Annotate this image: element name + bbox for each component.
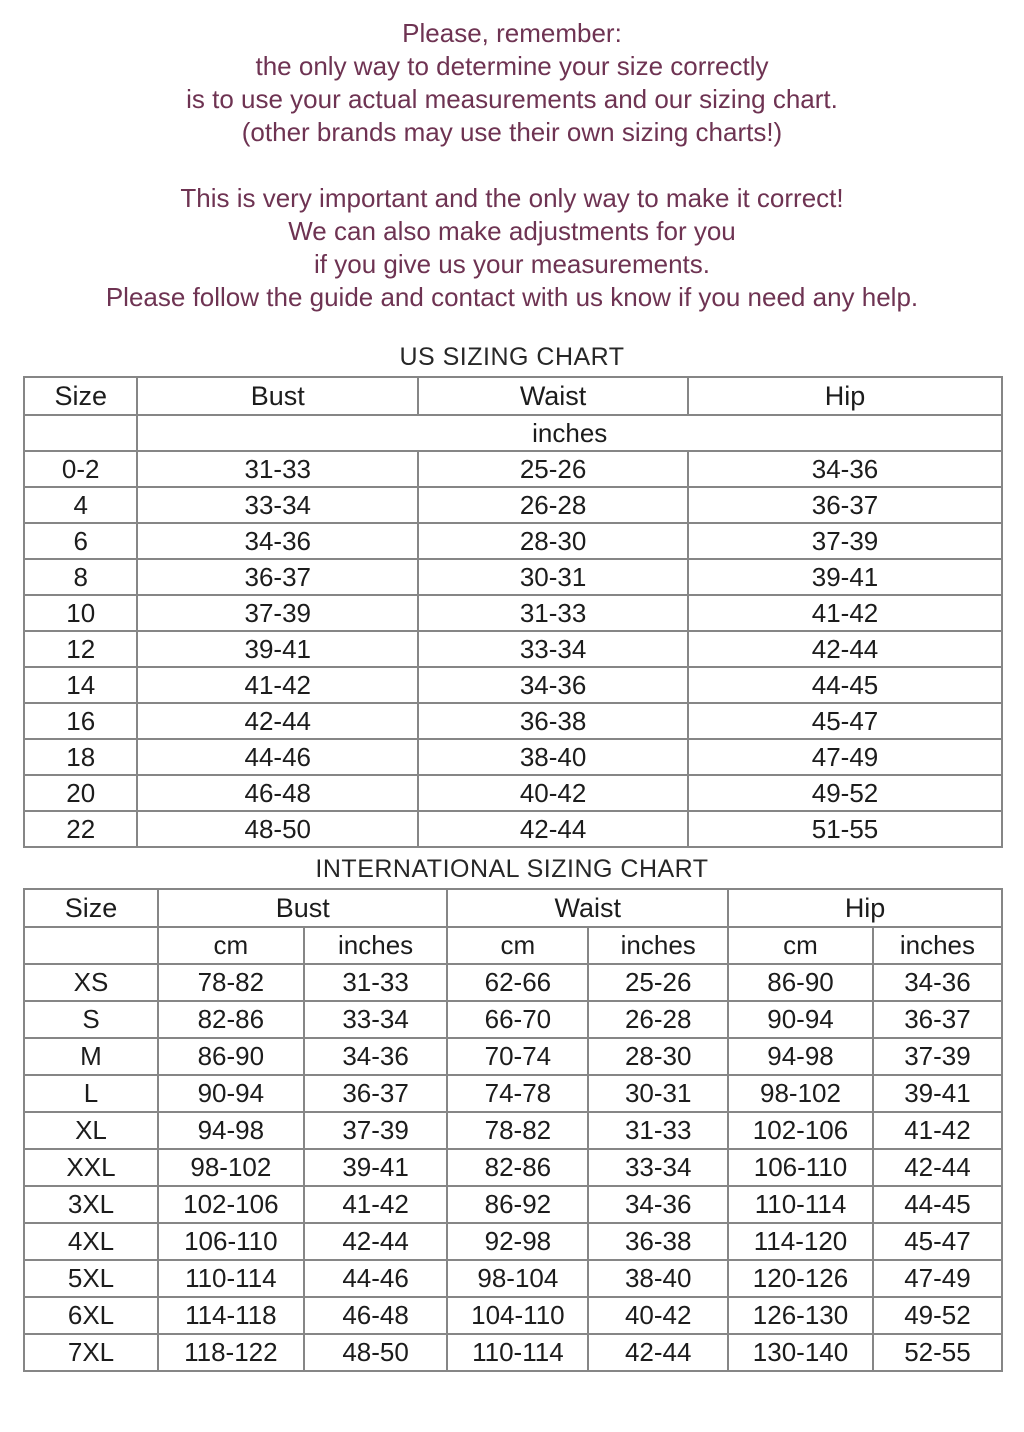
intl-sizing-table: [23, 888, 1003, 1372]
us-header-row: [24, 377, 1002, 415]
intl-cell-waist-in: 25-26: [588, 964, 728, 1001]
us-cell-bust: 48-50: [137, 811, 418, 847]
us-unit-label: inches: [137, 415, 1002, 451]
intl-cell-hip-cm: 126-130: [728, 1297, 873, 1334]
us-cell-hip: 41-42: [688, 595, 1002, 631]
us-cell-hip: 51-55: [688, 811, 1002, 847]
intl-cell-waist-cm: 62-66: [447, 964, 588, 1001]
intro-line: Please follow the guide and contact with us know if you need any help.: [105, 282, 919, 312]
intl-cell-bust-in: 39-41: [304, 1149, 448, 1186]
intl-cell-size: 3XL: [24, 1186, 158, 1223]
us-cell-size: 6: [24, 523, 137, 559]
intl-cell-size: 5XL: [24, 1260, 158, 1297]
intl-cell-size: M: [24, 1038, 158, 1075]
intl-cell-waist-cm: 92-98: [447, 1223, 588, 1260]
intl-chart-title: INTERNATIONAL SIZING CHART: [315, 855, 709, 883]
intl-cell-waist-in: 36-38: [588, 1223, 728, 1260]
intl-cell-bust-in: 46-48: [304, 1297, 448, 1334]
us-table-row: [24, 811, 1002, 847]
intl-cell-waist-cm: 82-86: [447, 1149, 588, 1186]
intl-cell-waist-in: 42-44: [588, 1334, 728, 1371]
intro-line: Please, remember:: [402, 18, 622, 48]
intl-cell-hip-in: 47-49: [873, 1260, 1002, 1297]
intl-cell-bust-in: 37-39: [304, 1112, 448, 1149]
intl-cell-waist-in: 34-36: [588, 1186, 728, 1223]
intl-cell-waist-cm: 74-78: [447, 1075, 588, 1112]
intl-cell-hip-in: 39-41: [873, 1075, 1002, 1112]
intl-cell-waist-in: 30-31: [588, 1075, 728, 1112]
us-cell-waist: 40-42: [418, 775, 688, 811]
intl-cell-hip-in: 36-37: [873, 1001, 1002, 1038]
us-cell-hip: 47-49: [688, 739, 1002, 775]
intl-cell-hip-cm: 110-114: [728, 1186, 873, 1223]
intl-cell-size: 7XL: [24, 1334, 158, 1371]
intl-cell-bust-cm: 102-106: [158, 1186, 304, 1223]
intl-cell-size: XL: [24, 1112, 158, 1149]
us-chart-title: US SIZING CHART: [399, 343, 625, 371]
intl-cell-size: XS: [24, 964, 158, 1001]
intl-cell-waist-in: 28-30: [588, 1038, 728, 1075]
intl-cell-hip-in: 42-44: [873, 1149, 1002, 1186]
intl-table-row: [24, 1038, 1002, 1075]
intl-unit-waist-in: inches: [588, 927, 728, 964]
us-table-row: [24, 523, 1002, 559]
us-cell-size: 10: [24, 595, 137, 631]
intl-cell-waist-cm: 66-70: [447, 1001, 588, 1038]
us-table-row: [24, 667, 1002, 703]
intl-col-header-bust: Bust: [158, 889, 447, 927]
intl-cell-bust-cm: 98-102: [158, 1149, 304, 1186]
intl-cell-waist-in: 38-40: [588, 1260, 728, 1297]
intl-col-header-hip: Hip: [728, 889, 1002, 927]
intl-table-row: [24, 1334, 1002, 1371]
us-cell-size: 22: [24, 811, 137, 847]
us-col-header-bust: Bust: [137, 377, 418, 415]
intl-unit-bust-in: inches: [304, 927, 448, 964]
us-cell-size: 14: [24, 667, 137, 703]
us-cell-hip: 45-47: [688, 703, 1002, 739]
intl-table-row: [24, 964, 1002, 1001]
intl-col-header-size: Size: [24, 889, 158, 927]
intl-cell-waist-cm: 98-104: [447, 1260, 588, 1297]
intl-table-row: [24, 1186, 1002, 1223]
us-cell-bust: 41-42: [137, 667, 418, 703]
intl-cell-waist-cm: 78-82: [447, 1112, 588, 1149]
us-cell-hip: 49-52: [688, 775, 1002, 811]
intl-cell-hip-cm: 130-140: [728, 1334, 873, 1371]
us-unit-row: [24, 415, 1002, 451]
us-cell-waist: 36-38: [418, 703, 688, 739]
intl-cell-bust-in: 48-50: [304, 1334, 448, 1371]
intl-cell-waist-cm: 70-74: [447, 1038, 588, 1075]
intro-line: (other brands may use their own sizing charts!): [241, 117, 783, 147]
intl-cell-bust-in: 33-34: [304, 1001, 448, 1038]
us-cell-waist: 25-26: [418, 451, 688, 487]
intl-cell-size: 4XL: [24, 1223, 158, 1260]
us-table-row: [24, 595, 1002, 631]
intl-cell-size: 6XL: [24, 1297, 158, 1334]
intl-table-row: [24, 1260, 1002, 1297]
us-cell-bust: 44-46: [137, 739, 418, 775]
us-cell-size: 0-2: [24, 451, 137, 487]
intl-table-row: [24, 1297, 1002, 1334]
us-col-header-size: Size: [24, 377, 137, 415]
us-table-row: [24, 451, 1002, 487]
us-cell-hip: 37-39: [688, 523, 1002, 559]
intl-cell-hip-in: 49-52: [873, 1297, 1002, 1334]
us-cell-bust: 31-33: [137, 451, 418, 487]
intl-cell-hip-in: 34-36: [873, 964, 1002, 1001]
us-cell-waist: 38-40: [418, 739, 688, 775]
intl-cell-waist-cm: 86-92: [447, 1186, 588, 1223]
us-table-row: [24, 631, 1002, 667]
intl-unit-row: [24, 927, 1002, 964]
intl-cell-waist-in: 31-33: [588, 1112, 728, 1149]
us-cell-waist: 28-30: [418, 523, 688, 559]
us-table-row: [24, 487, 1002, 523]
intro-line: This is very important and the only way to make it correct!: [180, 183, 844, 213]
intl-table-row: [24, 1223, 1002, 1260]
intl-cell-size: S: [24, 1001, 158, 1038]
intro-line: is to use your actual measurements and our sizing chart.: [186, 84, 838, 114]
intl-table-row: [24, 1149, 1002, 1186]
intl-cell-waist-in: 33-34: [588, 1149, 728, 1186]
intro-paragraph-2: [0, 182, 1024, 314]
intl-unit-hip-cm: cm: [728, 927, 873, 964]
intl-cell-hip-in: 41-42: [873, 1112, 1002, 1149]
intl-cell-bust-cm: 106-110: [158, 1223, 304, 1260]
intl-cell-hip-cm: 90-94: [728, 1001, 873, 1038]
us-cell-hip: 42-44: [688, 631, 1002, 667]
intro-text: [0, 0, 1024, 314]
us-cell-size: 4: [24, 487, 137, 523]
us-table-row: [24, 739, 1002, 775]
intl-cell-bust-in: 31-33: [304, 964, 448, 1001]
intl-cell-hip-cm: 86-90: [728, 964, 873, 1001]
intl-cell-hip-in: 44-45: [873, 1186, 1002, 1223]
us-col-header-hip: Hip: [688, 377, 1002, 415]
us-cell-bust: 37-39: [137, 595, 418, 631]
us-cell-size: 12: [24, 631, 137, 667]
us-cell-bust: 34-36: [137, 523, 418, 559]
us-cell-bust: 42-44: [137, 703, 418, 739]
us-sizing-table: [23, 376, 1003, 848]
us-cell-bust: 36-37: [137, 559, 418, 595]
us-cell-waist: 31-33: [418, 595, 688, 631]
us-cell-bust: 46-48: [137, 775, 418, 811]
intro-line: if you give us your measurements.: [314, 249, 710, 279]
us-cell-hip: 34-36: [688, 451, 1002, 487]
intl-cell-bust-in: 42-44: [304, 1223, 448, 1260]
us-cell-waist: 30-31: [418, 559, 688, 595]
us-cell-hip: 36-37: [688, 487, 1002, 523]
intl-unit-waist-cm: cm: [447, 927, 588, 964]
intl-cell-bust-cm: 86-90: [158, 1038, 304, 1075]
intl-cell-bust-cm: 110-114: [158, 1260, 304, 1297]
intl-unit-hip-in: inches: [873, 927, 1002, 964]
intro-line: the only way to determine your size correctly: [255, 51, 769, 81]
intl-unit-bust-cm: cm: [158, 927, 304, 964]
intl-cell-waist-cm: 110-114: [447, 1334, 588, 1371]
us-col-header-waist: Waist: [418, 377, 688, 415]
intro-line: We can also make adjustments for you: [288, 216, 736, 246]
intl-cell-hip-cm: 98-102: [728, 1075, 873, 1112]
us-cell-bust: 33-34: [137, 487, 418, 523]
us-unit-empty-cell: [24, 415, 137, 451]
intl-cell-hip-cm: 120-126: [728, 1260, 873, 1297]
us-table-row: [24, 775, 1002, 811]
intl-cell-hip-cm: 106-110: [728, 1149, 873, 1186]
intl-cell-bust-in: 34-36: [304, 1038, 448, 1075]
us-cell-size: 8: [24, 559, 137, 595]
intl-cell-bust-in: 41-42: [304, 1186, 448, 1223]
intro-paragraph-1: [0, 17, 1024, 149]
intl-col-header-waist: Waist: [447, 889, 728, 927]
intl-header-row: [24, 889, 1002, 927]
us-cell-hip: 44-45: [688, 667, 1002, 703]
intl-cell-bust-cm: 114-118: [158, 1297, 304, 1334]
us-table-row: [24, 559, 1002, 595]
us-cell-waist: 26-28: [418, 487, 688, 523]
intl-cell-bust-cm: 78-82: [158, 964, 304, 1001]
intl-cell-waist-cm: 104-110: [447, 1297, 588, 1334]
intl-cell-waist-in: 26-28: [588, 1001, 728, 1038]
intl-cell-size: XXL: [24, 1149, 158, 1186]
intl-cell-hip-cm: 94-98: [728, 1038, 873, 1075]
us-cell-size: 16: [24, 703, 137, 739]
intl-table-row: [24, 1112, 1002, 1149]
us-cell-size: 18: [24, 739, 137, 775]
intl-cell-bust-cm: 94-98: [158, 1112, 304, 1149]
us-table-row: [24, 703, 1002, 739]
intl-cell-hip-in: 37-39: [873, 1038, 1002, 1075]
intl-unit-empty-cell: [24, 927, 158, 964]
us-cell-waist: 42-44: [418, 811, 688, 847]
intl-cell-size: L: [24, 1075, 158, 1112]
us-cell-hip: 39-41: [688, 559, 1002, 595]
intl-cell-bust-cm: 90-94: [158, 1075, 304, 1112]
intl-cell-bust-in: 36-37: [304, 1075, 448, 1112]
intl-cell-hip-in: 45-47: [873, 1223, 1002, 1260]
intl-cell-hip-in: 52-55: [873, 1334, 1002, 1371]
intl-cell-bust-in: 44-46: [304, 1260, 448, 1297]
intl-cell-waist-in: 40-42: [588, 1297, 728, 1334]
intl-table-row: [24, 1001, 1002, 1038]
us-cell-size: 20: [24, 775, 137, 811]
intl-cell-hip-cm: 114-120: [728, 1223, 873, 1260]
intl-cell-bust-cm: 118-122: [158, 1334, 304, 1371]
intl-cell-bust-cm: 82-86: [158, 1001, 304, 1038]
intl-cell-hip-cm: 102-106: [728, 1112, 873, 1149]
us-cell-bust: 39-41: [137, 631, 418, 667]
us-cell-waist: 33-34: [418, 631, 688, 667]
intl-table-row: [24, 1075, 1002, 1112]
us-cell-waist: 34-36: [418, 667, 688, 703]
